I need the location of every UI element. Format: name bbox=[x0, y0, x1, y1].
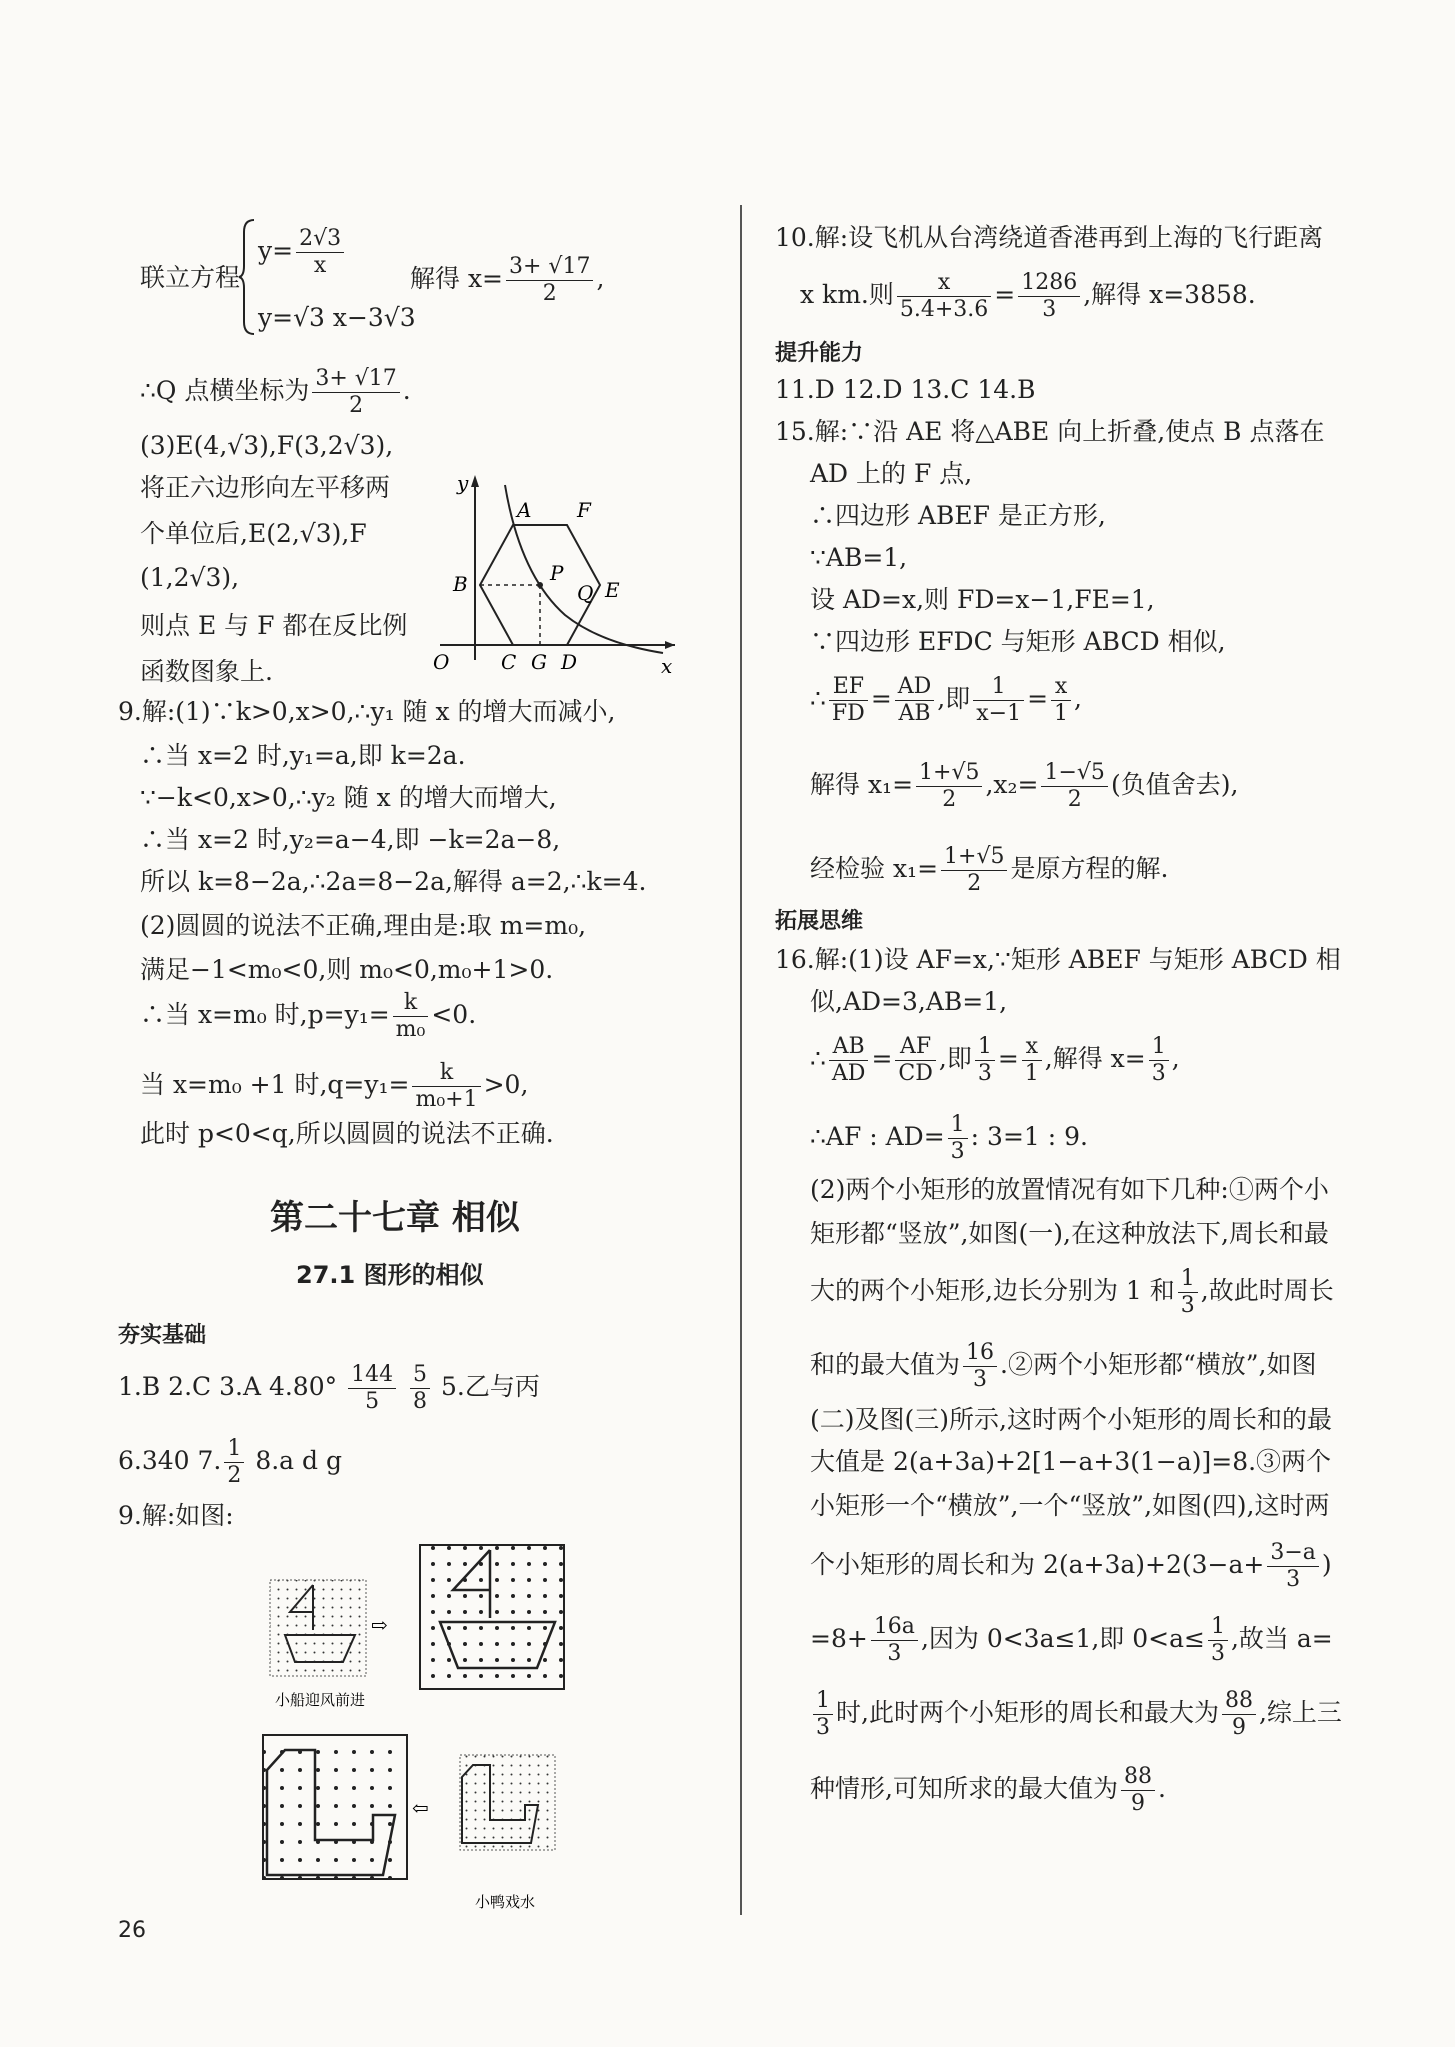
math-line: ∴当 x=m₀ 时,p=y₁= $\frac{k}{\text{m₀}}$ <0. bbox=[140, 990, 477, 1042]
section-title: 27.1 图形的相似 bbox=[296, 1261, 484, 1289]
text-line: (二)及图(三)所示,这时两个小矩形的周长和的最 bbox=[810, 1405, 1332, 1434]
answers-row-2: 6.340 7. $\frac{1}{2}$ 8.a d g bbox=[118, 1436, 342, 1488]
text-line: (3)E(4,√3),F(3,2√3), bbox=[140, 431, 394, 460]
text-line: (1,2√3), bbox=[140, 563, 240, 592]
math-line: $\frac{1}{3}$ 时,此时两个小矩形的周长和最大为 $\frac{88}{9}$ ,综上三 bbox=[810, 1688, 1342, 1741]
math-line: 和的最大值为 $\frac{16}{3}$ .②两个小矩形都“横放”,如图 bbox=[810, 1340, 1317, 1392]
text-line: ∴当 x=2 时,y₂=a−4,即 −k=2a−8, bbox=[140, 825, 561, 854]
text-line: 15.解:∵沿 AE 将△ABE 向上折叠,使点 B 点落在 bbox=[775, 417, 1325, 446]
duck-figure bbox=[255, 1725, 575, 1930]
page-number: 26 bbox=[118, 1918, 146, 1943]
text-line: (2)两个小矩形的放置情况有如下几种:①两个小 bbox=[810, 1175, 1329, 1204]
equation-2: y=√3 x−3√3 bbox=[258, 303, 416, 332]
text-line: 小矩形一个“横放”,一个“竖放”,如图(四),这时两 bbox=[810, 1491, 1330, 1520]
arrow-left-icon: ⇦ bbox=[412, 1796, 429, 1820]
text-line: 设 AD=x,则 FD=x−1,FE=1, bbox=[810, 585, 1155, 614]
arrow-right-icon: ⇨ bbox=[371, 1613, 388, 1637]
label-g: G bbox=[531, 650, 547, 674]
math-line: ∴ $\frac{EF}{FD}$ = $\frac{AD}{AB}$ ,即 $\frac{1}{x-1}$ = $\frac{x}{1}$ , bbox=[810, 674, 1082, 726]
math-line: ∴ $\frac{AB}{AD}$ = $\frac{AF}{CD}$ ,即 $\frac{1}{3}$ = $\frac{x}{1}$ ,解得 x= $\frac{1}{3}$ , bbox=[810, 1034, 1180, 1086]
label-c: C bbox=[501, 650, 517, 674]
text-line: 个单位后,E(2,√3),F bbox=[140, 519, 367, 548]
text-line: 9.解:如图: bbox=[118, 1501, 234, 1530]
answers-row-1: 1.B 2.C 3.A 4.80° $\frac{144}{5}$ $\frac{5}{8}$ 5.乙与丙 bbox=[118, 1362, 540, 1414]
q-abscissa: ∴Q 点横坐标为 $\frac{3+ √17}{2}$ . bbox=[140, 366, 411, 418]
chapter-title: 第二十七章 相似 bbox=[270, 1198, 520, 1238]
text-line: 矩形都“竖放”,如图(一),在这种放法下,周长和最 bbox=[810, 1219, 1329, 1248]
caption-duck: 小鸭戏水 bbox=[475, 1893, 536, 1911]
math-line: 大的两个小矩形,边长分别为 1 和 $\frac{1}{3}$ ,故此时周长 bbox=[810, 1266, 1334, 1318]
math-line: 当 x=m₀ +1 时,q=y₁= $\frac{k}{\text{m₀+1}}$ >0, bbox=[140, 1060, 529, 1112]
subheading-base: 夯实基础 bbox=[118, 1323, 207, 1348]
math-line: 经检验 x₁= $\frac{1+√5}{2}$ 是原方程的解. bbox=[810, 844, 1169, 896]
text-line: ∵−k<0,x>0,∴y₂ 随 x 的增大而增大, bbox=[140, 783, 557, 812]
math-line: 个小矩形的周长和为 2(a+3a)+2(3−a+ $\frac{3-a}{3}$ ) bbox=[810, 1540, 1332, 1592]
point-p bbox=[537, 582, 543, 588]
text-line: 函数图象上. bbox=[140, 657, 273, 686]
label-y: y bbox=[457, 471, 469, 495]
text-line: 满足−1<m₀<0,则 m₀<0,m₀+1>0. bbox=[140, 955, 554, 984]
caption-boat: 小船迎风前进 bbox=[275, 1691, 366, 1709]
text-line: 将正六边形向左平移两 bbox=[140, 473, 391, 502]
text-line: 10.解:设飞机从台湾绕道香港再到上海的飞行距离 bbox=[775, 223, 1324, 252]
subheading-extend: 拓展思维 bbox=[775, 909, 864, 934]
label-d: D bbox=[561, 650, 578, 674]
text-line: 所以 k=8−2a,∴2a=8−2a,解得 a=2,∴k=4. bbox=[140, 867, 647, 896]
math-line: x km.则 $\frac{x}{5.4+3.6}$ = $\frac{1286}{3}$ ,解得 x=3858. bbox=[800, 270, 1256, 322]
brace-icon bbox=[238, 218, 258, 336]
math-line: 种情形,可知所求的最大值为 $\frac{88}{9}$ . bbox=[810, 1764, 1166, 1816]
solve-x: 解得 x= $\frac{3+ √17}{2}$ , bbox=[410, 254, 605, 306]
hexagon-graph bbox=[425, 465, 685, 675]
math-line: ∴AF : AD= $\frac{1}{3}$ : 3=1 : 9. bbox=[810, 1112, 1088, 1164]
label-p: P bbox=[550, 561, 564, 585]
label-o: O bbox=[433, 650, 450, 674]
text-line: ∴四边形 ABEF 是正方形, bbox=[810, 501, 1106, 530]
label-b: B bbox=[453, 572, 468, 596]
column-divider bbox=[740, 205, 742, 1915]
text-line: 此时 p<0<q,所以圆圆的说法不正确. bbox=[140, 1119, 554, 1148]
label-a: A bbox=[517, 498, 532, 522]
text-line: (2)圆圆的说法不正确,理由是:取 m=m₀, bbox=[140, 911, 587, 940]
label-q: Q bbox=[577, 581, 594, 605]
math-line: 解得 x₁= $\frac{1+√5}{2}$ ,x₂= $\frac{1-√5}{2}$ (负值舍去), bbox=[810, 760, 1239, 812]
text-line: 11.D 12.D 13.C 14.B bbox=[775, 375, 1036, 404]
text-line: ∴当 x=2 时,y₁=a,即 k=2a. bbox=[140, 741, 466, 770]
boat-figure bbox=[265, 1540, 565, 1715]
math-line: =8+ $\frac{16a}{3}$ ,因为 0<3a≤1,即 0<a≤ $\frac{1}{3}$ ,故当 a= bbox=[810, 1614, 1333, 1666]
label-x: x bbox=[661, 654, 673, 675]
text-line: 大值是 2(a+3a)+2[1−a+3(1−a)]=8.③两个 bbox=[810, 1447, 1332, 1476]
label-f: F bbox=[577, 498, 591, 522]
subheading-improve: 提升能力 bbox=[775, 341, 864, 366]
equation-1: y= $\frac{2√3}{x}$ bbox=[258, 226, 347, 279]
text-line: 16.解:(1)设 AF=x,∵矩形 ABEF 与矩形 ABCD 相 bbox=[775, 945, 1341, 974]
system-label: 联立方程 bbox=[140, 263, 241, 292]
text-line: 则点 E 与 F 都在反比例 bbox=[140, 611, 408, 640]
label-e: E bbox=[605, 578, 620, 602]
small-grid bbox=[460, 1755, 555, 1850]
text-line: 似,AD=3,AB=1, bbox=[810, 987, 1008, 1016]
x-axis-arrow-icon bbox=[665, 641, 675, 649]
y-axis-arrow-icon bbox=[471, 475, 479, 487]
text-line: AD 上的 F 点, bbox=[810, 459, 973, 488]
text-line: ∵AB=1, bbox=[810, 543, 908, 572]
text-line: 9.解:(1)∵k>0,x>0,∴y₁ 随 x 的增大而减小, bbox=[118, 697, 616, 726]
text-line: ∵四边形 EFDC 与矩形 ABCD 相似, bbox=[810, 627, 1226, 656]
